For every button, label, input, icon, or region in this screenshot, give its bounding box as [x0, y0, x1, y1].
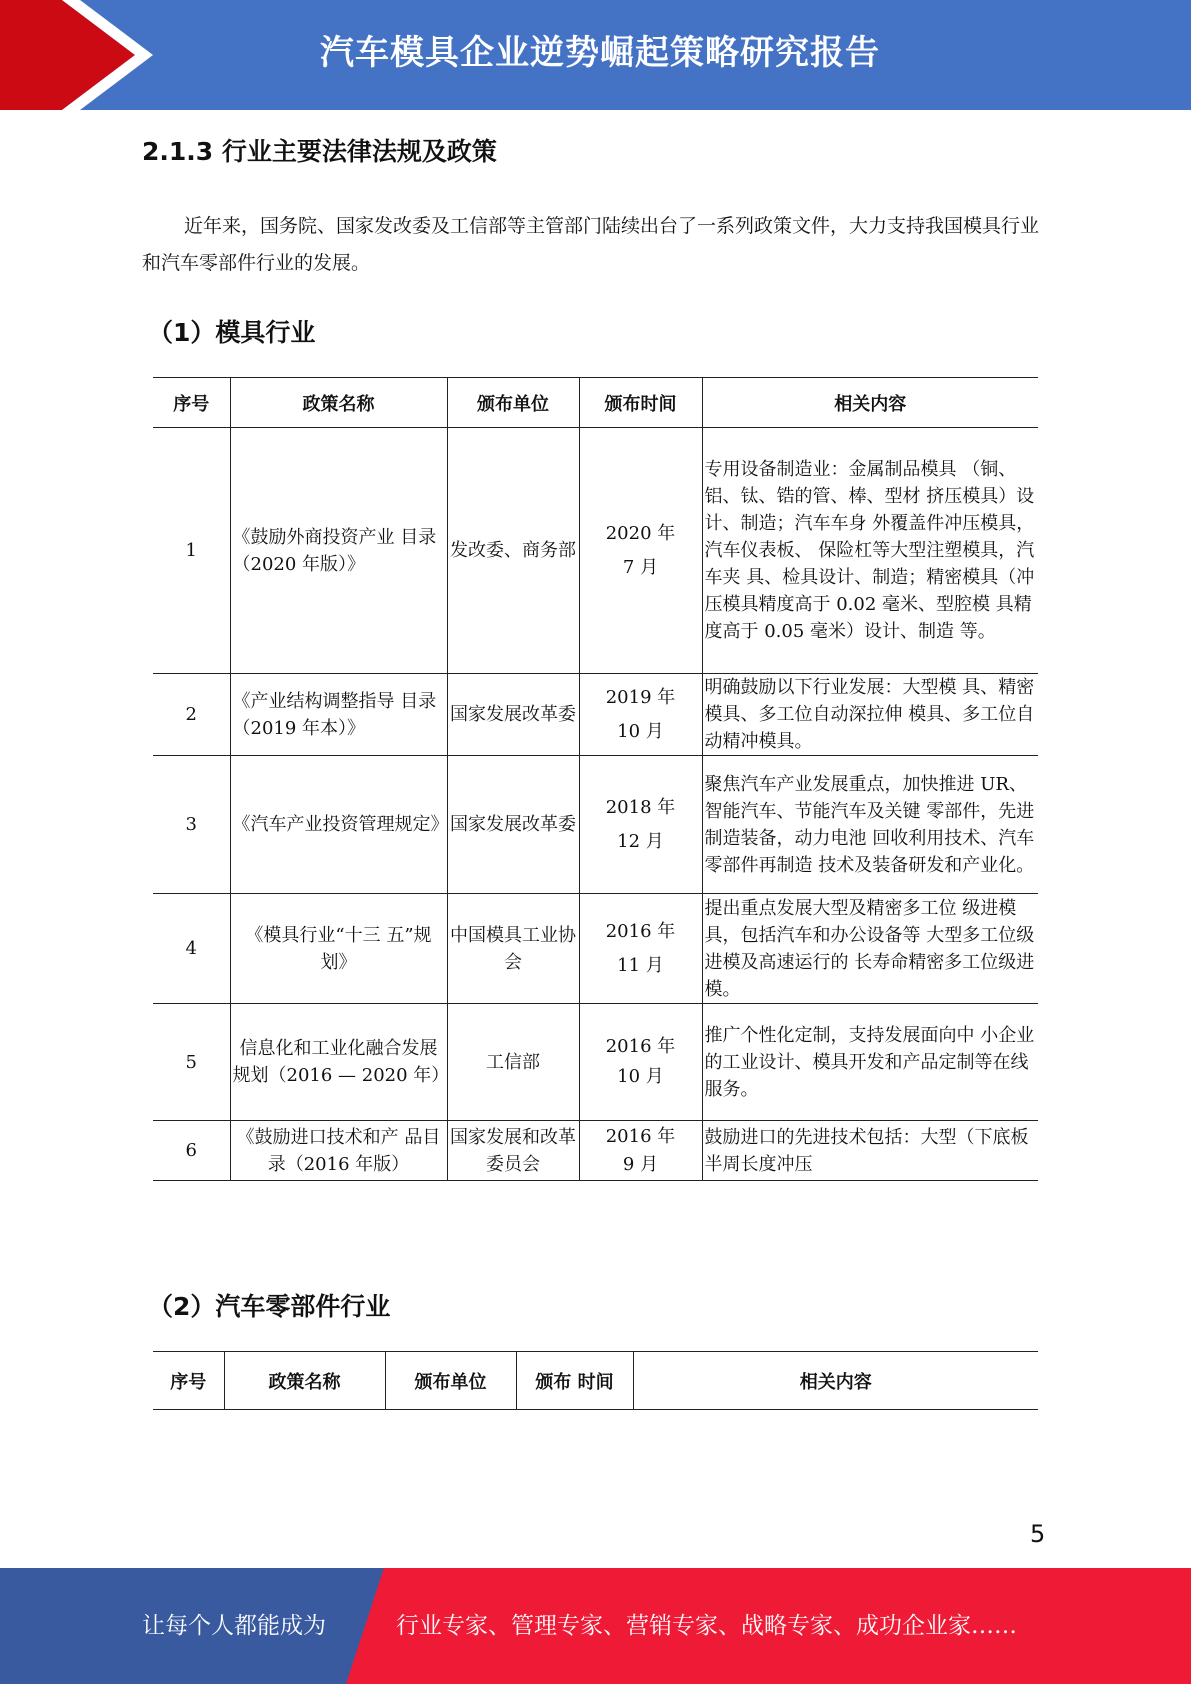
row-org: 发改委、商务部: [447, 428, 579, 674]
row-content: 推广个性化定制，支持发展面向中 小企业的工业设计、模具开发和产品定制等在线服务。: [702, 1004, 1038, 1121]
row-policy-name: 《模具行业“十三 五”规划》: [230, 894, 447, 1004]
table-row: [153, 1121, 1038, 1181]
row-content: 专用设备制造业：金属制品模具 （铜、铝、钛、锆的管、棒、型材 挤压模具）设计、制造；汽车车身 外覆盖件冲压模具，汽车仪表板、 保险杠等大型注塑模具，汽车夹 具、检具设计、制造；精密模具（冲 压模具精度高于 0.02 毫米、型腔模 具精度高于 0.05 毫米）设计、制造 等。: [702, 428, 1038, 674]
intro-paragraph: 近年来，国务院、国家发改委及工信部等主管部门陆续出台了一系列政策文件，大力支持我国模具行业和汽车零部件行业的发展。: [142, 215, 1040, 274]
row-policy-name: 《鼓励进口技术和产 品目录（2016 年版）: [230, 1121, 447, 1181]
row-no: 1: [153, 428, 230, 674]
row-no: 3: [153, 756, 230, 894]
row-date: 2020 年 7 月: [579, 428, 702, 674]
row-date: 2016 年 11 月: [579, 894, 702, 1004]
page-header: [0, 0, 1191, 110]
col-header-org: 颁布单位: [385, 1352, 516, 1410]
row-org: 中国模具工业协会: [447, 894, 579, 1004]
mold-industry-heading: （1）模具行业: [148, 318, 316, 347]
col-header-no: 序号: [153, 1352, 224, 1410]
row-content: 提出重点发展大型及精密多工位 级进模具，包括汽车和办公设备等 大型多工位级进模及高速运行的 长寿命精密多工位级进模。: [702, 894, 1038, 1004]
table-row: [153, 1004, 1038, 1121]
row-date: 2016 年 10 月: [579, 1004, 702, 1121]
row-date: 2018 年 12 月: [579, 756, 702, 894]
row-no: 4: [153, 894, 230, 1004]
footer-slogan-left: 让每个人都能成为: [142, 1613, 326, 1639]
col-header-content: 相关内容: [702, 378, 1038, 428]
mold-industry-policy-table: [153, 377, 1038, 1181]
row-policy-name: 《鼓励外商投资产业 目录（2020 年版）》: [230, 428, 447, 674]
col-header-date: 颁布 时间: [516, 1352, 633, 1410]
row-policy-name: 《汽车产业投资管理规定》: [230, 756, 447, 894]
table-header-row: [153, 378, 1038, 428]
col-header-name: 政策名称: [224, 1352, 385, 1410]
row-org: 国家发展和改革委员会: [447, 1121, 579, 1181]
col-header-date: 颁布时间: [579, 378, 702, 428]
section-heading: 2.1.3 行业主要法律法规及政策: [142, 137, 497, 166]
report-title: 汽车模具企业逆势崛起策略研究报告: [320, 33, 880, 73]
auto-parts-heading: （2）汽车零部件行业: [148, 1292, 391, 1321]
col-header-content: 相关内容: [633, 1352, 1038, 1410]
col-header-org: 颁布单位: [447, 378, 579, 428]
row-no: 2: [153, 674, 230, 756]
row-date: 2019 年 10 月: [579, 674, 702, 756]
row-no: 5: [153, 1004, 230, 1121]
row-content: 明确鼓励以下行业发展：大型模 具、精密模具、多工位自动深拉伸 模具、多工位自动精冲模具。: [702, 674, 1038, 756]
row-policy-name: 《产业结构调整指导 目录（2019 年本）》: [230, 674, 447, 756]
row-content: 聚焦汽车产业发展重点，加快推进 UR、智能汽车、节能汽车及关键 零部件，先进制造装备，动力电池 回收利用技术、汽车零部件再制造 技术及装备研发和产业化。: [702, 756, 1038, 894]
row-org: 工信部: [447, 1004, 579, 1121]
table-row: [153, 756, 1038, 894]
table-row: [153, 428, 1038, 674]
row-policy-name: 信息化和工业化融合发展规划（2016 — 2020 年）: [230, 1004, 447, 1121]
table-row: [153, 894, 1038, 1004]
page-number: 5: [1030, 1520, 1046, 1548]
footer-slogan-right: 行业专家、管理专家、营销专家、战略专家、成功企业家……: [396, 1613, 1017, 1639]
page-footer: [0, 1568, 1191, 1684]
row-org: 国家发展改革委: [447, 756, 579, 894]
row-date: 2016 年 9 月: [579, 1121, 702, 1181]
col-header-no: 序号: [153, 378, 230, 428]
table-header-row: [153, 1352, 1038, 1410]
col-header-name: 政策名称: [230, 378, 447, 428]
row-no: 6: [153, 1121, 230, 1181]
row-content: 鼓励进口的先进技术包括：大型（下底板半周长度冲压: [702, 1121, 1038, 1181]
auto-parts-policy-table: [153, 1351, 1038, 1410]
row-org: 国家发展改革委: [447, 674, 579, 756]
table-row: [153, 674, 1038, 756]
